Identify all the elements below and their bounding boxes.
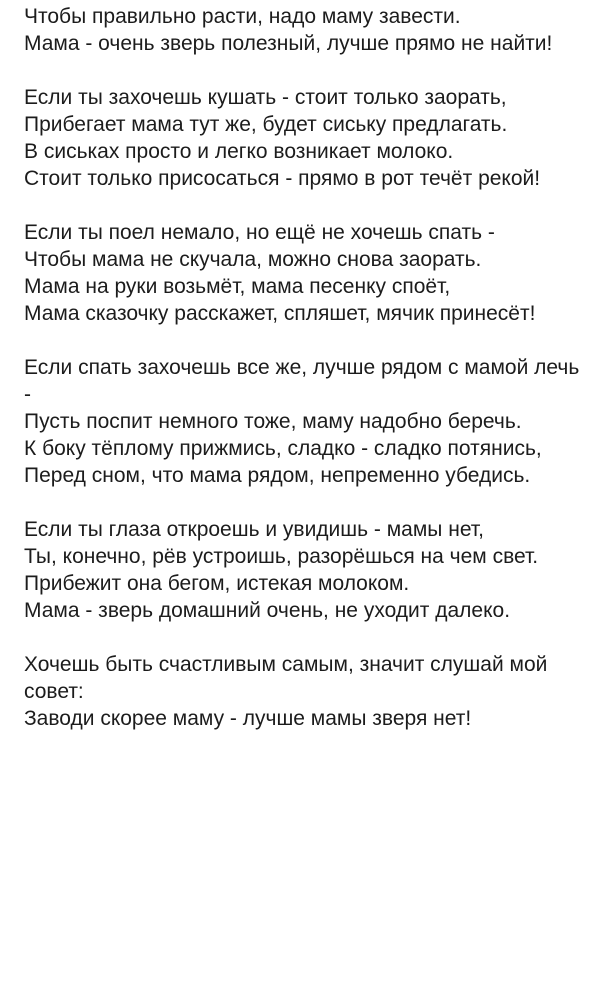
stanza-5 — [24, 516, 584, 624]
poem-line: Пусть поспит немного тоже, маму надобно беречь. — [24, 410, 522, 433]
stanza-3 — [24, 219, 584, 327]
stanza-1 — [24, 3, 584, 57]
poem-line: Мама - очень зверь полезный, лучше прямо не найти! — [24, 32, 553, 55]
poem-line: Если ты захочешь кушать - стоит только заорать, — [24, 86, 507, 109]
poem-line: Заводи скорее маму - лучше мамы зверя нет! — [24, 707, 472, 730]
poem-line: Мама на руки возьмёт, мама песенку споёт, — [24, 275, 451, 298]
poem-line: Чтобы правильно расти, надо маму завести. — [24, 5, 461, 28]
poem-line: Перед сном, что мама рядом, непременно убедись. — [24, 464, 531, 487]
poem-line: К боку тёплому прижмись, сладко - сладко потянись, — [24, 437, 542, 460]
poem-line: Хочешь быть счастливым самым, значит слушай мой совет: — [24, 653, 548, 703]
poem-line: Ты, конечно, рёв устроишь, разорёшься на чем свет. — [24, 545, 539, 568]
poem-text — [24, 3, 584, 732]
stanza-4 — [24, 354, 584, 489]
poem-line: Прибежит она бегом, истекая молоком. — [24, 572, 410, 595]
poem-line: Чтобы мама не скучала, можно снова заорать. — [24, 248, 482, 271]
poem-line: Если ты поел немало, но ещё не хочешь спать - — [24, 221, 495, 244]
poem-line: Мама - зверь домашний очень, не уходит далеко. — [24, 599, 511, 622]
poem-line: В сиськах просто и легко возникает молоко. — [24, 140, 454, 163]
poem-line: Если спать захочешь все же, лучше рядом с мамой лечь - — [24, 356, 580, 406]
poem-line: Мама сказочку расскажет, спляшет, мячик принесёт! — [24, 302, 536, 325]
stanza-2 — [24, 84, 584, 192]
stanza-6 — [24, 651, 584, 732]
poem-line: Стоит только присосаться - прямо в рот течёт рекой! — [24, 167, 541, 190]
poem-line: Прибегает мама тут же, будет сиську предлагать. — [24, 113, 508, 136]
poem-line: Если ты глаза откроешь и увидишь - мамы нет, — [24, 518, 484, 541]
